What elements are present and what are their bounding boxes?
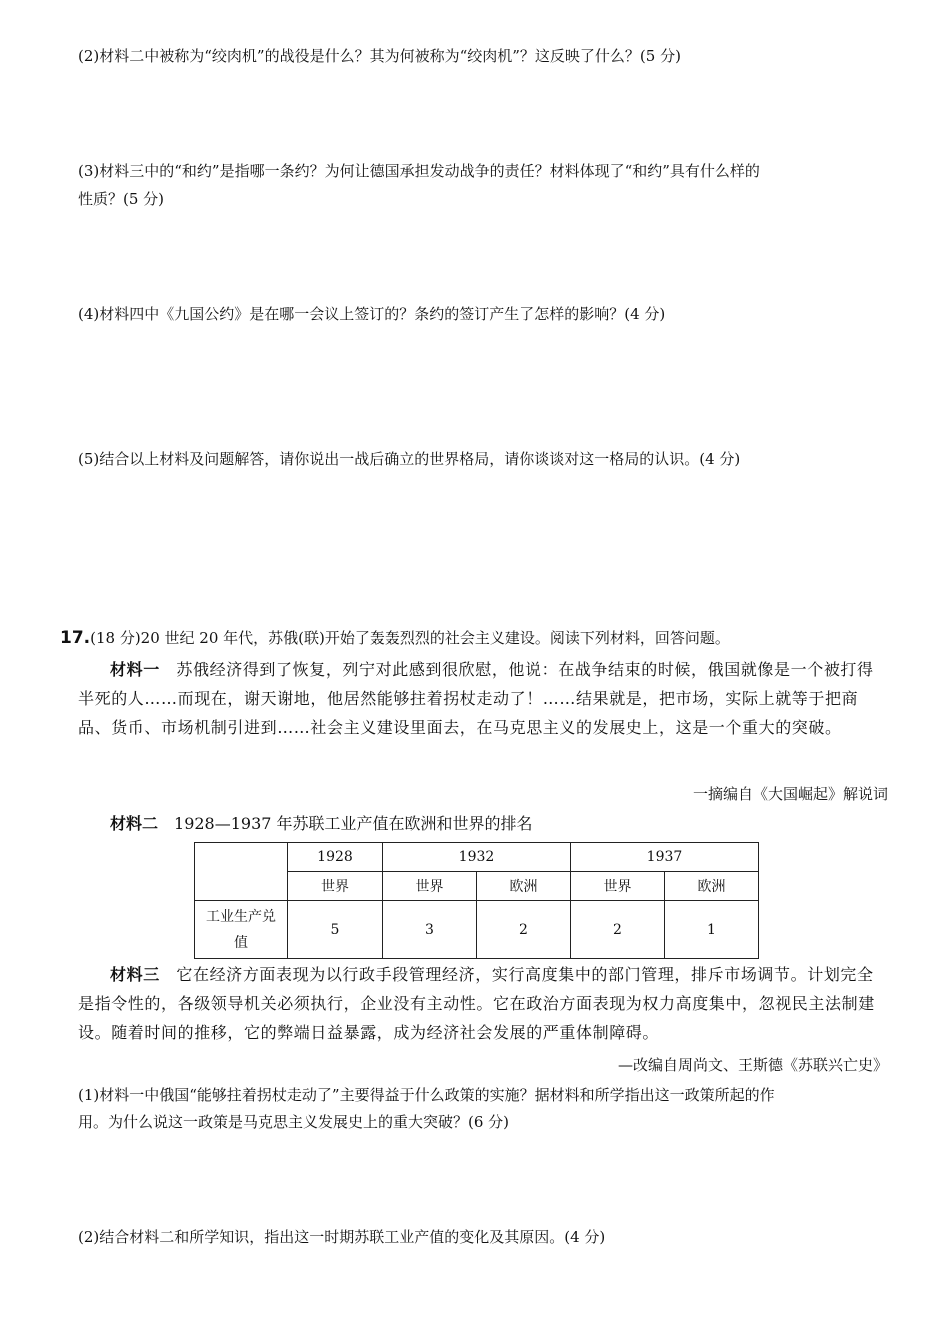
material-2-title: 1928—1937 年苏联工业产值在欧洲和世界的排名 (158, 814, 533, 833)
material-3-text: 它在经济方面表现为以行政手段管理经济，实行高度集中的部门管理，排斥市场调节。计划完全是指令性的，各级领导机关必须执行，企业没有主动性。它在政治方面表现为权力高度集中，忽视民主法制建设。随着时间的推移，它的弊端日益暴露，成为经济社会发展的严重体制障碍。 (78, 965, 875, 1042)
table-cell: 2 (477, 901, 571, 959)
material-2-heading (110, 810, 533, 838)
table-cell: 2 (571, 901, 665, 959)
sub-header: 世界 (383, 872, 477, 901)
table-corner-cell (195, 843, 288, 901)
q16-part4: (4)材料四中《九国公约》是在哪一会议上签订的？条约的签订产生了怎样的影响？(4 分) (78, 305, 666, 323)
material-3-label: 材料三 (110, 965, 160, 984)
table-cell: 3 (383, 901, 477, 959)
table-cell: 1 (665, 901, 759, 959)
material-1-text: 苏俄经济得到了恢复，列宁对此感到很欣慰，他说：在战争结束的时候，俄国就像是一个被打得半死的人……而现在，谢天谢地，他居然能够拄着拐杖走动了！……结果就是，把市场，实际上就等于把商品、货币、市场机制引进到……社会主义建设里面去，在马克思主义的发展史上，这是一个重大的突破。 (78, 660, 874, 737)
q17-intro-line (60, 624, 730, 652)
sub-header: 世界 (571, 872, 665, 901)
row-label: 工业生产兑值 (195, 901, 288, 959)
sub-header: 欧洲 (477, 872, 571, 901)
q16-part3-line2: 性质？(5 分) (78, 190, 165, 208)
q17-intro: (18 分)20 世纪 20 年代，苏俄(联)开始了轰轰烈烈的社会主义建设。阅读下列材料，回答问题。 (90, 629, 730, 647)
material-3 (78, 960, 890, 1047)
q16-part2: (2)材料二中被称为“绞肉机”的战役是什么？其为何被称为“绞肉机”？这反映了什么？(5 分) (78, 47, 681, 65)
table-cell: 5 (288, 901, 383, 959)
q17-part2: (2)结合材料二和所学知识，指出这一时期苏联工业产值的变化及其原因。(4 分) (78, 1228, 606, 1246)
year-1937: 1937 (571, 843, 759, 872)
material-2-label: 材料二 (110, 814, 159, 833)
q16-part3-line1: (3)材料三中的“和约”是指哪一条约？为何让德国承担发动战争的责任？材料体现了“和约”具有什么样的 (78, 162, 760, 180)
sub-header: 世界 (288, 872, 383, 901)
material-3-source: —改编自周尚文、王斯德《苏联兴亡史》 (617, 1056, 888, 1074)
year-1932: 1932 (383, 843, 571, 872)
year-1928: 1928 (288, 843, 383, 872)
material-1 (78, 655, 890, 742)
q17-part1-line1: (1)材料一中俄国“能够拄着拐杖走动了”主要得益于什么政策的实施？据材料和所学指出这一政策所起的作 (78, 1086, 775, 1104)
material-1-label: 材料一 (110, 660, 160, 679)
sub-header: 欧洲 (665, 872, 759, 901)
q16-part5: (5)结合以上材料及问题解答，请你说出一战后确立的世界格局，请你谈谈对这一格局的认识。(4 分) (78, 450, 741, 468)
material-1-source: 一摘编自《大国崛起》解说词 (692, 785, 888, 803)
q17-part1-line2: 用。为什么说这一政策是马克思主义发展史上的重大突破？(6 分) (78, 1113, 510, 1131)
q17-number: 17. (60, 628, 91, 648)
ranking-table (194, 842, 759, 959)
